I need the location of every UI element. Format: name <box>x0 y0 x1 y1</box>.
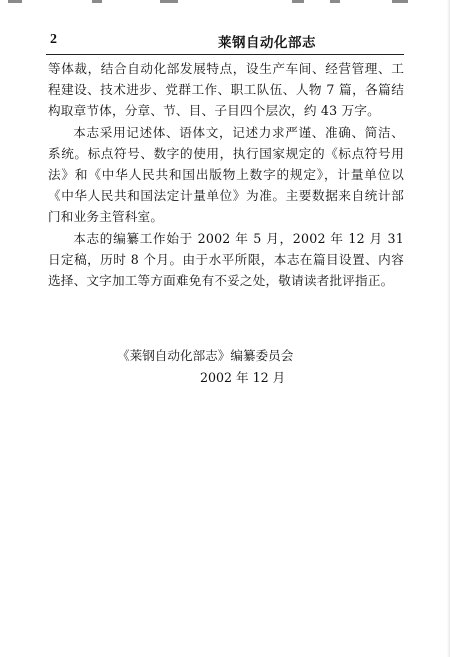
page-number: 2 <box>50 32 57 47</box>
page-header <box>0 30 450 52</box>
paragraph-style-rules: 本志采用记述体、语体文，记述力求严谨、准确、简洁、系统。标点符号、数字的使用，执行国家规定的《标点符号用法》和《中华人民共和国出版物上数字的规定》，计量单位以《中华人民共和国法定计量单位》为准。主要数据来自统计部门和业务主管科室。 <box>48 124 404 225</box>
paragraph-compilation-timeline: 本志的编纂工作始于 2002 年 5 月，2002 年 12 月 31 日定稿，历时 8 个月。由于水平所限，本志在篇目设置、内容选择、文字加工等方面难免有不妥之处，敬请读者批评指正。 <box>48 230 404 289</box>
body-text <box>48 58 404 291</box>
paragraph-continuation: 等体裁，结合自动化部发展特点，设生产车间、经营管理、工程建设、技术进步、党群工作、职工队伍、人物 7 篇，各篇结构取章节体，分章、节、目、子目四个层次，约 43 万字。 <box>48 61 404 119</box>
running-title: 莱钢自动化部志 <box>218 35 316 51</box>
scan-top-marks <box>0 0 450 6</box>
editorial-committee: 《莱钢自动化部志》编纂委员会 <box>117 348 294 363</box>
header-rule <box>46 54 404 55</box>
signature-date: 2002 年 12 月 <box>200 370 286 385</box>
